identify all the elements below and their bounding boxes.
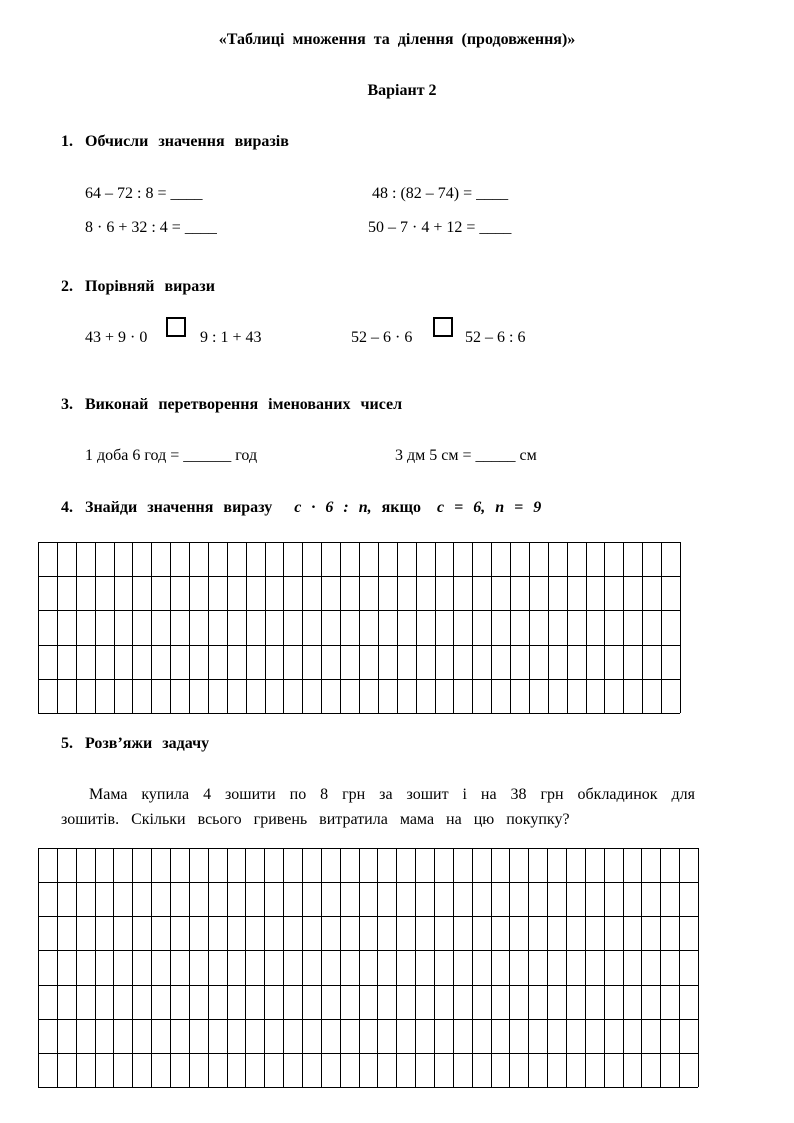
- task1-expr-2: 48 : (82 – 74) = ____: [372, 185, 509, 202]
- task1-expr-4: 50 – 7 · 4 + 12 = ____: [368, 219, 512, 236]
- task4-heading: [61, 499, 541, 517]
- task2-title: Порівняй вирази: [85, 278, 215, 295]
- page-title: «Таблиці множення та ділення (продовження)»: [218, 31, 576, 48]
- task3-title: Виконай перетворення іменованих чисел: [85, 396, 403, 413]
- task2-heading: [61, 278, 215, 296]
- task4-condition-word: якщо: [381, 499, 421, 516]
- task5-number: 5.: [61, 735, 73, 752]
- task5-problem-line-2: зошитів. Скільки всього гривень витратила мама на цю покупку?: [61, 811, 570, 828]
- compare-2-right: 52 – 6 : 6: [465, 329, 526, 346]
- task5-problem-line-1: Мама купила 4 зошити по 8 грн за зошит і на 38 грн обкладинок для: [89, 786, 695, 803]
- task4-title: Знайди значення виразу: [85, 499, 273, 516]
- task4-number: 4.: [61, 499, 73, 516]
- task4-expression: c · 6 : n,: [294, 499, 372, 516]
- task2-number: 2.: [61, 278, 73, 295]
- compare-1-right: 9 : 1 + 43: [200, 329, 262, 346]
- compare-1-left: 43 + 9 · 0: [85, 329, 148, 346]
- task3-number: 3.: [61, 396, 73, 413]
- task1-expr-1: 64 – 72 : 8 = ____: [85, 185, 203, 202]
- compare-2-answer-box[interactable]: [433, 317, 453, 337]
- task1-title: Обчисли значення виразів: [85, 133, 289, 150]
- compare-2-left: 52 – 6 · 6: [351, 329, 413, 346]
- task1-heading: [61, 133, 289, 151]
- task5-problem-text: [61, 782, 695, 832]
- task3-item-2: 3 дм 5 см = _____ см: [395, 447, 537, 464]
- variant-label: Варіант 2: [367, 82, 437, 99]
- task5-title: Розв’яжи задачу: [85, 735, 210, 752]
- task1-expr-3: 8 · 6 + 32 : 4 = ____: [85, 219, 217, 236]
- compare-1-answer-box[interactable]: [166, 317, 186, 337]
- task4-condition: c = 6, n = 9: [437, 499, 542, 516]
- task3-heading: [61, 396, 402, 414]
- task5-heading: [61, 735, 209, 753]
- task1-number: 1.: [61, 133, 73, 150]
- task3-item-1: 1 доба 6 год = ______ год: [85, 447, 258, 464]
